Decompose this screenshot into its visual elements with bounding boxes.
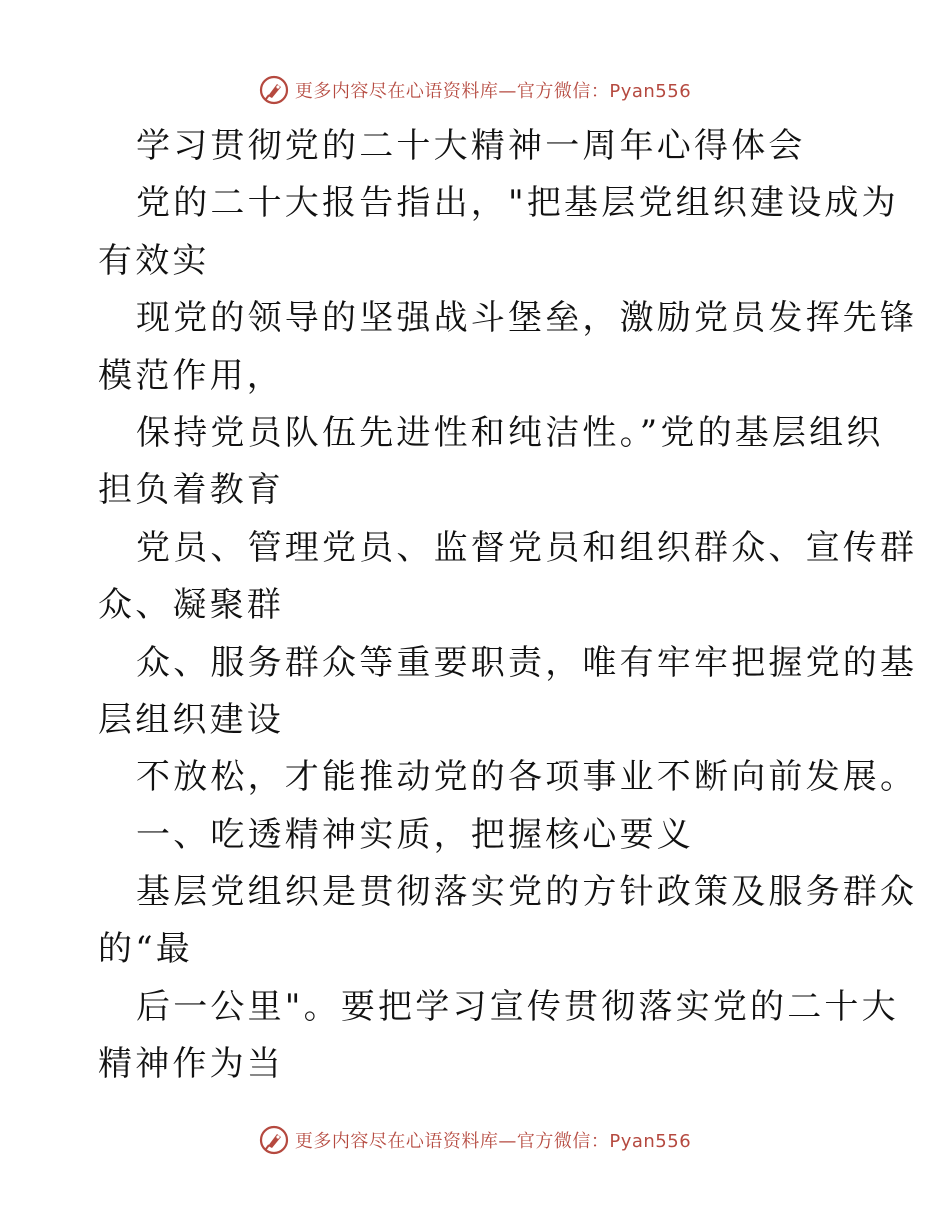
paragraph-line: 有效实 bbox=[98, 240, 210, 281]
paragraph-line: 模范作用， bbox=[98, 355, 284, 396]
paragraph-line: 现党的领导的坚强战斗堡垒，激励党员发挥先锋 bbox=[136, 298, 918, 339]
paragraph-line: 的“最 bbox=[98, 929, 193, 970]
paragraph-line: 精神作为当 bbox=[98, 1044, 284, 1085]
watermark-text: 更多内容尽在心语资料库—官方微信：Pyan556 bbox=[294, 1131, 692, 1152]
document-title: 学习贯彻党的二十大精神一周年心得体会 bbox=[136, 126, 806, 166]
paragraph-line: 担负着教育 bbox=[98, 470, 284, 511]
paragraph-line: 众、服务群众等重要职责，唯有牢牢把握党的基 bbox=[136, 642, 918, 683]
paragraph-line: 后一公里"。要把学习宣传贯彻落实党的二十大 bbox=[136, 986, 899, 1027]
section-heading: 一、吃透精神实质，把握核心要义 bbox=[136, 814, 694, 855]
paragraph-line: 保持党员队伍先进性和纯洁性。”党的基层组织 bbox=[136, 412, 884, 453]
watermark-text: 更多内容尽在心语资料库—官方微信：Pyan556 bbox=[294, 81, 692, 102]
footer-watermark bbox=[0, 1120, 950, 1160]
paragraph-line: 不放松，才能推动党的各项事业不断向前发展。 bbox=[136, 757, 918, 798]
pen-nib-logo-icon bbox=[259, 1125, 289, 1155]
paragraph-line: 党员、管理党员、监督党员和组织群众、宣传群 bbox=[136, 527, 918, 568]
paragraph-line: 层组织建设 bbox=[98, 699, 284, 740]
header-watermark bbox=[0, 70, 950, 110]
paragraph-line: 基层党组织是贯彻落实党的方针政策及服务群众 bbox=[136, 872, 918, 913]
paragraph-line: 党的二十大报告指出，"把基层党组织建设成为 bbox=[136, 183, 899, 224]
pen-nib-logo-icon bbox=[259, 75, 289, 105]
document-body bbox=[98, 118, 918, 1094]
paragraph-line: 众、凝聚群 bbox=[98, 585, 284, 626]
